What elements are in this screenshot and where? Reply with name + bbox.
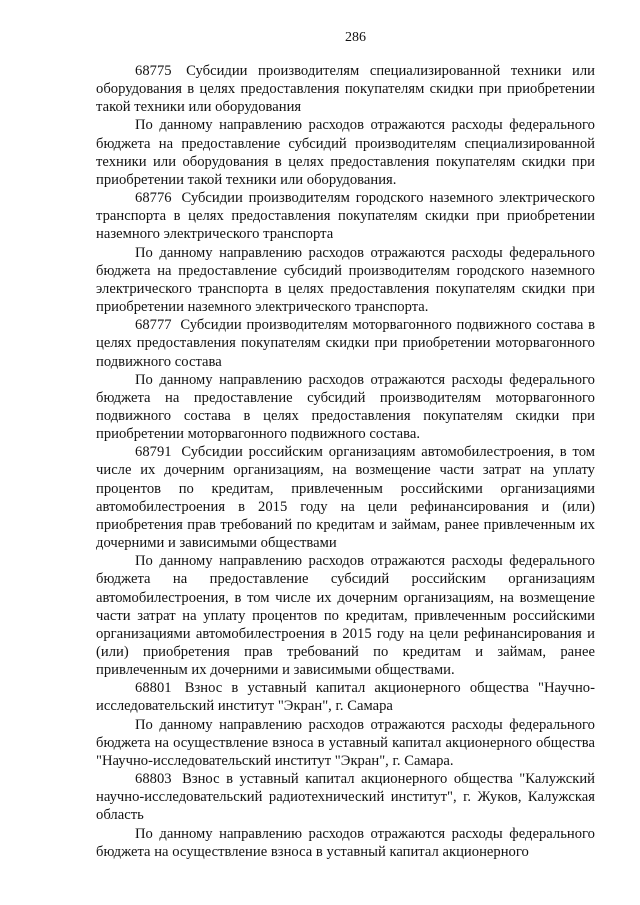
section-code: 68776	[135, 190, 172, 207]
section-code: 68775	[135, 63, 172, 79]
section-title-text: Субсидии производителям специализированной техники или оборудования в целях предоставления покупателям скидки при приобретении такой техники или оборудования	[96, 63, 595, 116]
section-68776-body: По данному направлению расходов отражаются расходы федерального бюджета на предоставление субсидий производителям городского наземного электрического транспорта в целях предоставления покупателям скидки при приобретении наземного электрического транспорта.	[96, 244, 595, 316]
section-68776-title	[96, 189, 595, 243]
section-code: 68801	[135, 680, 172, 697]
section-code: 68777	[135, 317, 172, 334]
document-page	[96, 30, 595, 861]
section-title-text: Субсидии производителям моторвагонного подвижного состава в целях предоставления покупателям скидки при приобретении моторвагонного подвижного состава	[96, 317, 595, 370]
section-68775-body: По данному направлению расходов отражаются расходы федерального бюджета на предоставление субсидий производителям специализированной техники или оборудования в целях предоставления покупателям скидки при приобретении такой техники или оборудования.	[96, 117, 595, 188]
page-number: 286	[345, 30, 366, 45]
section-68777-title	[96, 316, 595, 370]
section-68791-body: По данному направлению расходов отражаются расходы федерального бюджета на предоставление субсидий российским организациям автомобилестроения, в том числе их дочерним организациям, на возмещение части затрат на уплату процентов по кредитам, привлеченным российскими организациями автомобилестроения в 2015 году на цели рефинансирования и (или) приобретения прав требований по кредитам и займам, ранее привлеченным их дочерними и зависимыми обществами.	[96, 553, 595, 679]
section-title-text: Взнос в уставный капитал акционерного общества "Научно-исследовательский институт "Экран", г. Самара	[96, 680, 595, 715]
section-68803-body: По данному направлению расходов отражаются расходы федерального бюджета на осуществление взноса в уставный капитал акционерного	[96, 825, 595, 860]
section-code: 68803	[135, 771, 172, 788]
section-68775-title	[96, 62, 595, 116]
section-title-text: Субсидии производителям городского наземного электрического транспорта в целях предоставления покупателям скидки при приобретении наземного электрического транспорта	[96, 190, 595, 243]
section-68801-title	[96, 679, 595, 715]
section-code: 68791	[135, 444, 172, 461]
section-68791-title	[96, 443, 595, 552]
section-68801-body: По данному направлению расходов отражаются расходы федерального бюджета на осуществление взноса в уставный капитал акционерного общества "Научно-исследовательский институт "Экран", г. Самара.	[96, 716, 595, 769]
section-title-text: Взнос в уставный капитал акционерного общества "Калужский научно-исследовательский радиотехнический институт", г. Жуков, Калужская область	[96, 771, 595, 824]
section-68777-body: По данному направлению расходов отражаются расходы федерального бюджета на предоставление субсидий производителям моторвагонного подвижного состава в целях предоставления покупателям скидки при приобретении моторвагонного подвижного состава.	[96, 371, 595, 443]
section-68803-title	[96, 770, 595, 824]
section-title-text: Субсидии российским организациям автомобилестроения, в том числе их дочерним организациям, на возмещение части затрат на уплату процентов по кредитам, привлеченным российскими организациями автомобилестроения в 2015 году на цели рефинансирования и (или) приобретения прав требований по кредитам и займам, ранее привлеченным их дочерними и зависимыми обществами	[96, 444, 595, 552]
